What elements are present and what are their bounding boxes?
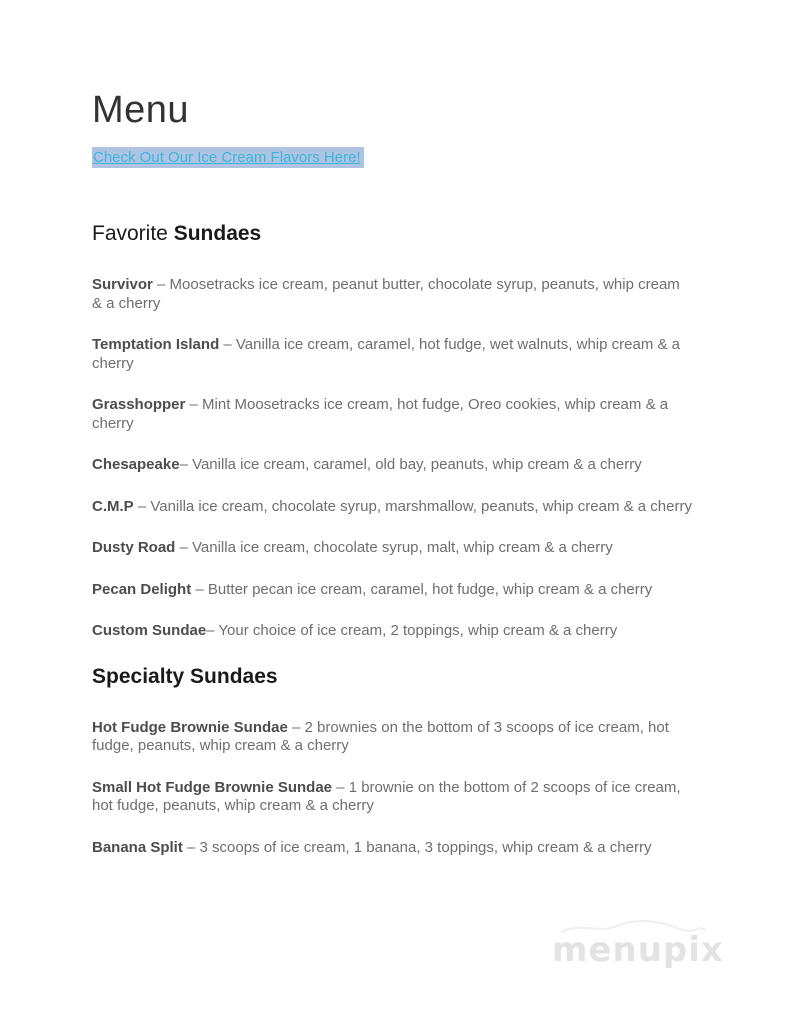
- menu-item: [92, 539, 692, 558]
- item-desc: – Vanilla ice cream, chocolate syrup, marshmallow, peanuts, whip cream & a cherry: [133, 497, 692, 515]
- item-name: Grasshopper: [92, 396, 186, 413]
- menupix-watermark: [552, 916, 724, 970]
- link-row: [92, 148, 692, 167]
- heading-bold-part: Sundaes: [173, 222, 262, 245]
- item-name: Small Hot Fudge Brownie Sundae: [92, 778, 333, 796]
- watermark-text: menupix: [552, 930, 724, 970]
- menu-item: [92, 396, 692, 433]
- item-name: Temptation Island: [92, 336, 220, 353]
- item-desc: – Vanilla ice cream, chocolate syrup, malt, whip cream & a cherry: [175, 539, 613, 556]
- menu-item: [92, 498, 692, 517]
- item-desc: – 1 brownie on the bottom of 2 scoops of ice cream, hot fudge, peanuts, whip cream & a cherry: [92, 778, 681, 814]
- item-name: Chesapeake: [92, 456, 180, 473]
- menu-item: [92, 456, 692, 475]
- item-desc: – 3 scoops of ice cream, 1 banana, 3 toppings, whip cream & a cherry: [182, 838, 652, 856]
- item-name: Custom Sundae: [92, 622, 207, 639]
- section-heading-specialty-sundaes: [92, 664, 692, 689]
- item-name: Pecan Delight: [92, 580, 192, 598]
- item-name: Dusty Road: [92, 539, 176, 556]
- menu-item: [92, 779, 692, 816]
- item-desc: – Mint Moosetracks ice cream, hot fudge, Oreo cookies, whip cream & a cherry: [92, 396, 669, 432]
- item-desc: – Your choice of ice cream, 2 toppings, whip cream & a cherry: [206, 622, 618, 639]
- menu-content: [92, 88, 692, 857]
- heading-light-part: Favorite: [92, 222, 174, 245]
- item-name: Survivor: [92, 276, 153, 293]
- item-name: C.M.P: [92, 497, 134, 515]
- page-title: Menu: [92, 89, 190, 131]
- menu-item: [92, 276, 692, 313]
- menu-item: [92, 336, 692, 373]
- ice-cream-flavors-link[interactable]: Check Out Our Ice Cream Flavors Here!: [92, 147, 364, 168]
- item-desc: – Butter pecan ice cream, caramel, hot fudge, whip cream & a cherry: [191, 580, 653, 598]
- item-name: Banana Split: [92, 838, 183, 856]
- heading-bold-part: Specialty Sundaes: [92, 664, 278, 688]
- item-desc: – Vanilla ice cream, caramel, hot fudge, wet walnuts, whip cream & a cherry: [92, 336, 681, 372]
- item-name: Hot Fudge Brownie Sundae: [92, 718, 288, 736]
- menu-item: [92, 581, 692, 600]
- item-desc: – Moosetracks ice cream, peanut butter, chocolate syrup, peanuts, whip cream & a cherry: [92, 276, 680, 312]
- item-desc: – Vanilla ice cream, caramel, old bay, peanuts, whip cream & a cherry: [179, 456, 642, 473]
- menu-item: [92, 839, 692, 858]
- menu-item: [92, 622, 692, 641]
- section-heading-favorite-sundaes: [92, 221, 692, 246]
- item-desc: – 2 brownies on the bottom of 3 scoops of ice cream, hot fudge, peanuts, whip cream & a cherry: [92, 718, 669, 754]
- menu-item: [92, 719, 692, 756]
